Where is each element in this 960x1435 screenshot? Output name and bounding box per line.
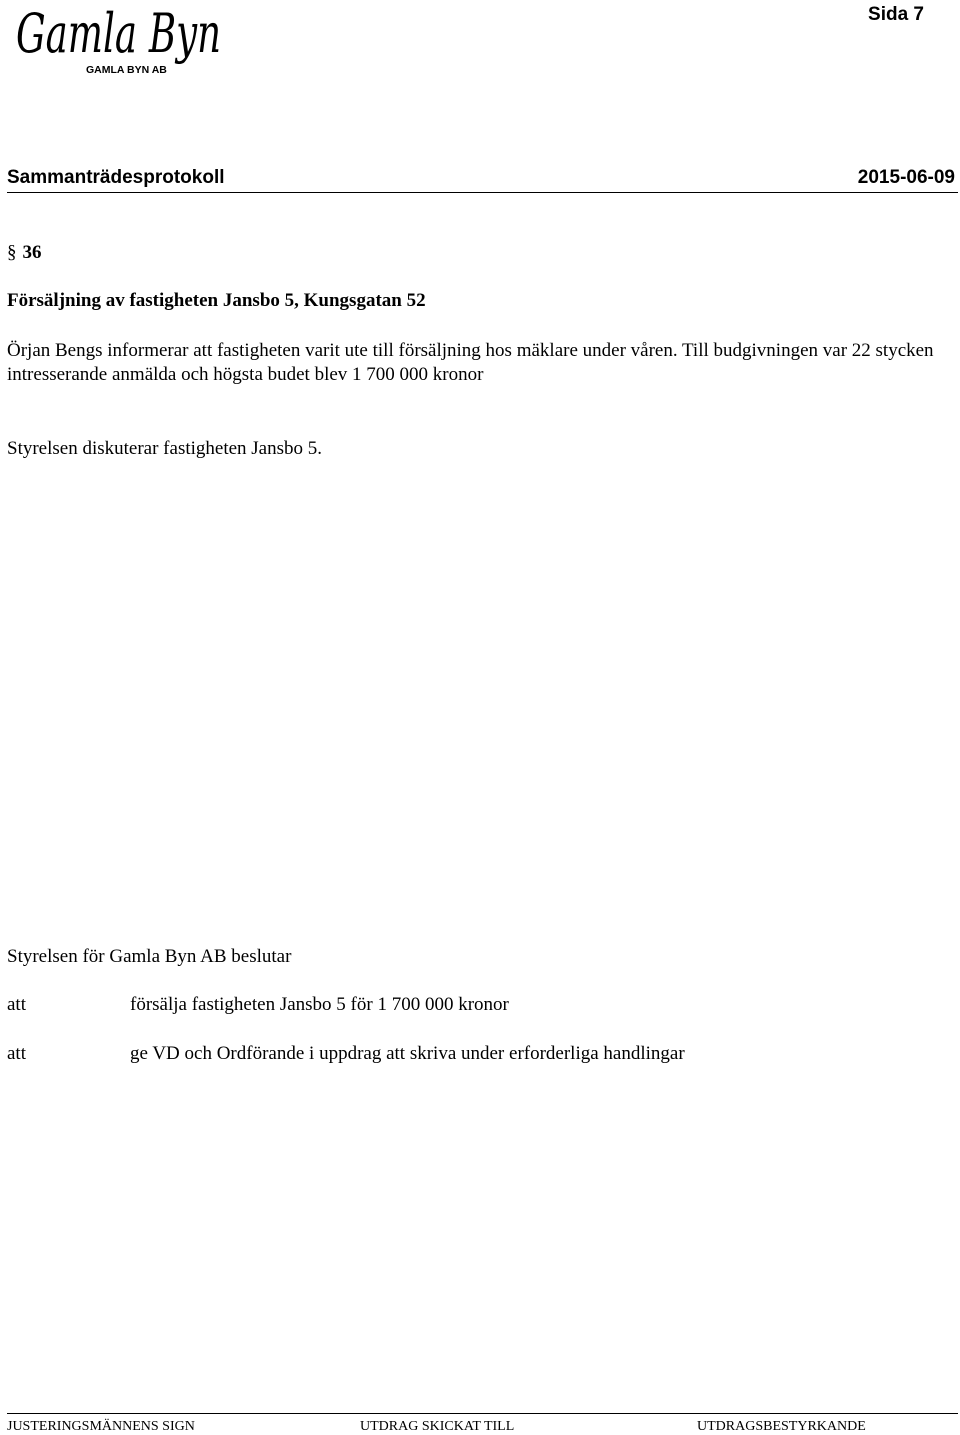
decision-label: att	[7, 994, 26, 1015]
document-date: 2015-06-09	[857, 167, 955, 188]
footer-adjusters-sign: JUSTERINGSMÄNNENS SIGN	[7, 1419, 195, 1434]
paragraph-number-value: 36	[22, 242, 42, 263]
footer-divider	[7, 1413, 958, 1414]
decision-text: försälja fastigheten Jansbo 5 för 1 700 000 kronor	[130, 994, 509, 1015]
svg-text:Gamla Byn: Gamla Byn	[16, 2, 221, 65]
body-paragraph-1: Örjan Bengs informerar att fastigheten varit ute till försäljning hos mäklare under våren. Till budgivningen var 22 stycken intresserande anmälda och högsta budet blev 1 700 000 kronor	[7, 340, 934, 385]
footer-extract-certified: UTDRAGSBESTYRKANDE	[697, 1419, 866, 1434]
document-title: Sammanträdesprotokoll	[7, 167, 225, 188]
body-paragraph-2: Styrelsen diskuterar fastigheten Jansbo 5.	[7, 438, 323, 459]
decision-label: att	[7, 1043, 26, 1064]
company-logo	[14, 0, 226, 80]
footer-extract-sent: UTDRAG SKICKAT TILL	[360, 1419, 515, 1434]
paragraph-number	[7, 242, 42, 264]
section-heading: Försäljning av fastigheten Jansbo 5, Kungsgatan 52	[7, 290, 426, 311]
decision-intro: Styrelsen för Gamla Byn AB beslutar	[7, 946, 292, 967]
svg-text:GAMLA BYN AB: GAMLA BYN AB	[86, 64, 167, 76]
paragraph-sign: §	[7, 242, 17, 263]
decision-text: ge VD och Ordförande i uppdrag att skriva under erforderliga handlingar	[130, 1043, 685, 1064]
header-divider	[7, 192, 958, 193]
page-number: Sida 7	[868, 4, 924, 25]
